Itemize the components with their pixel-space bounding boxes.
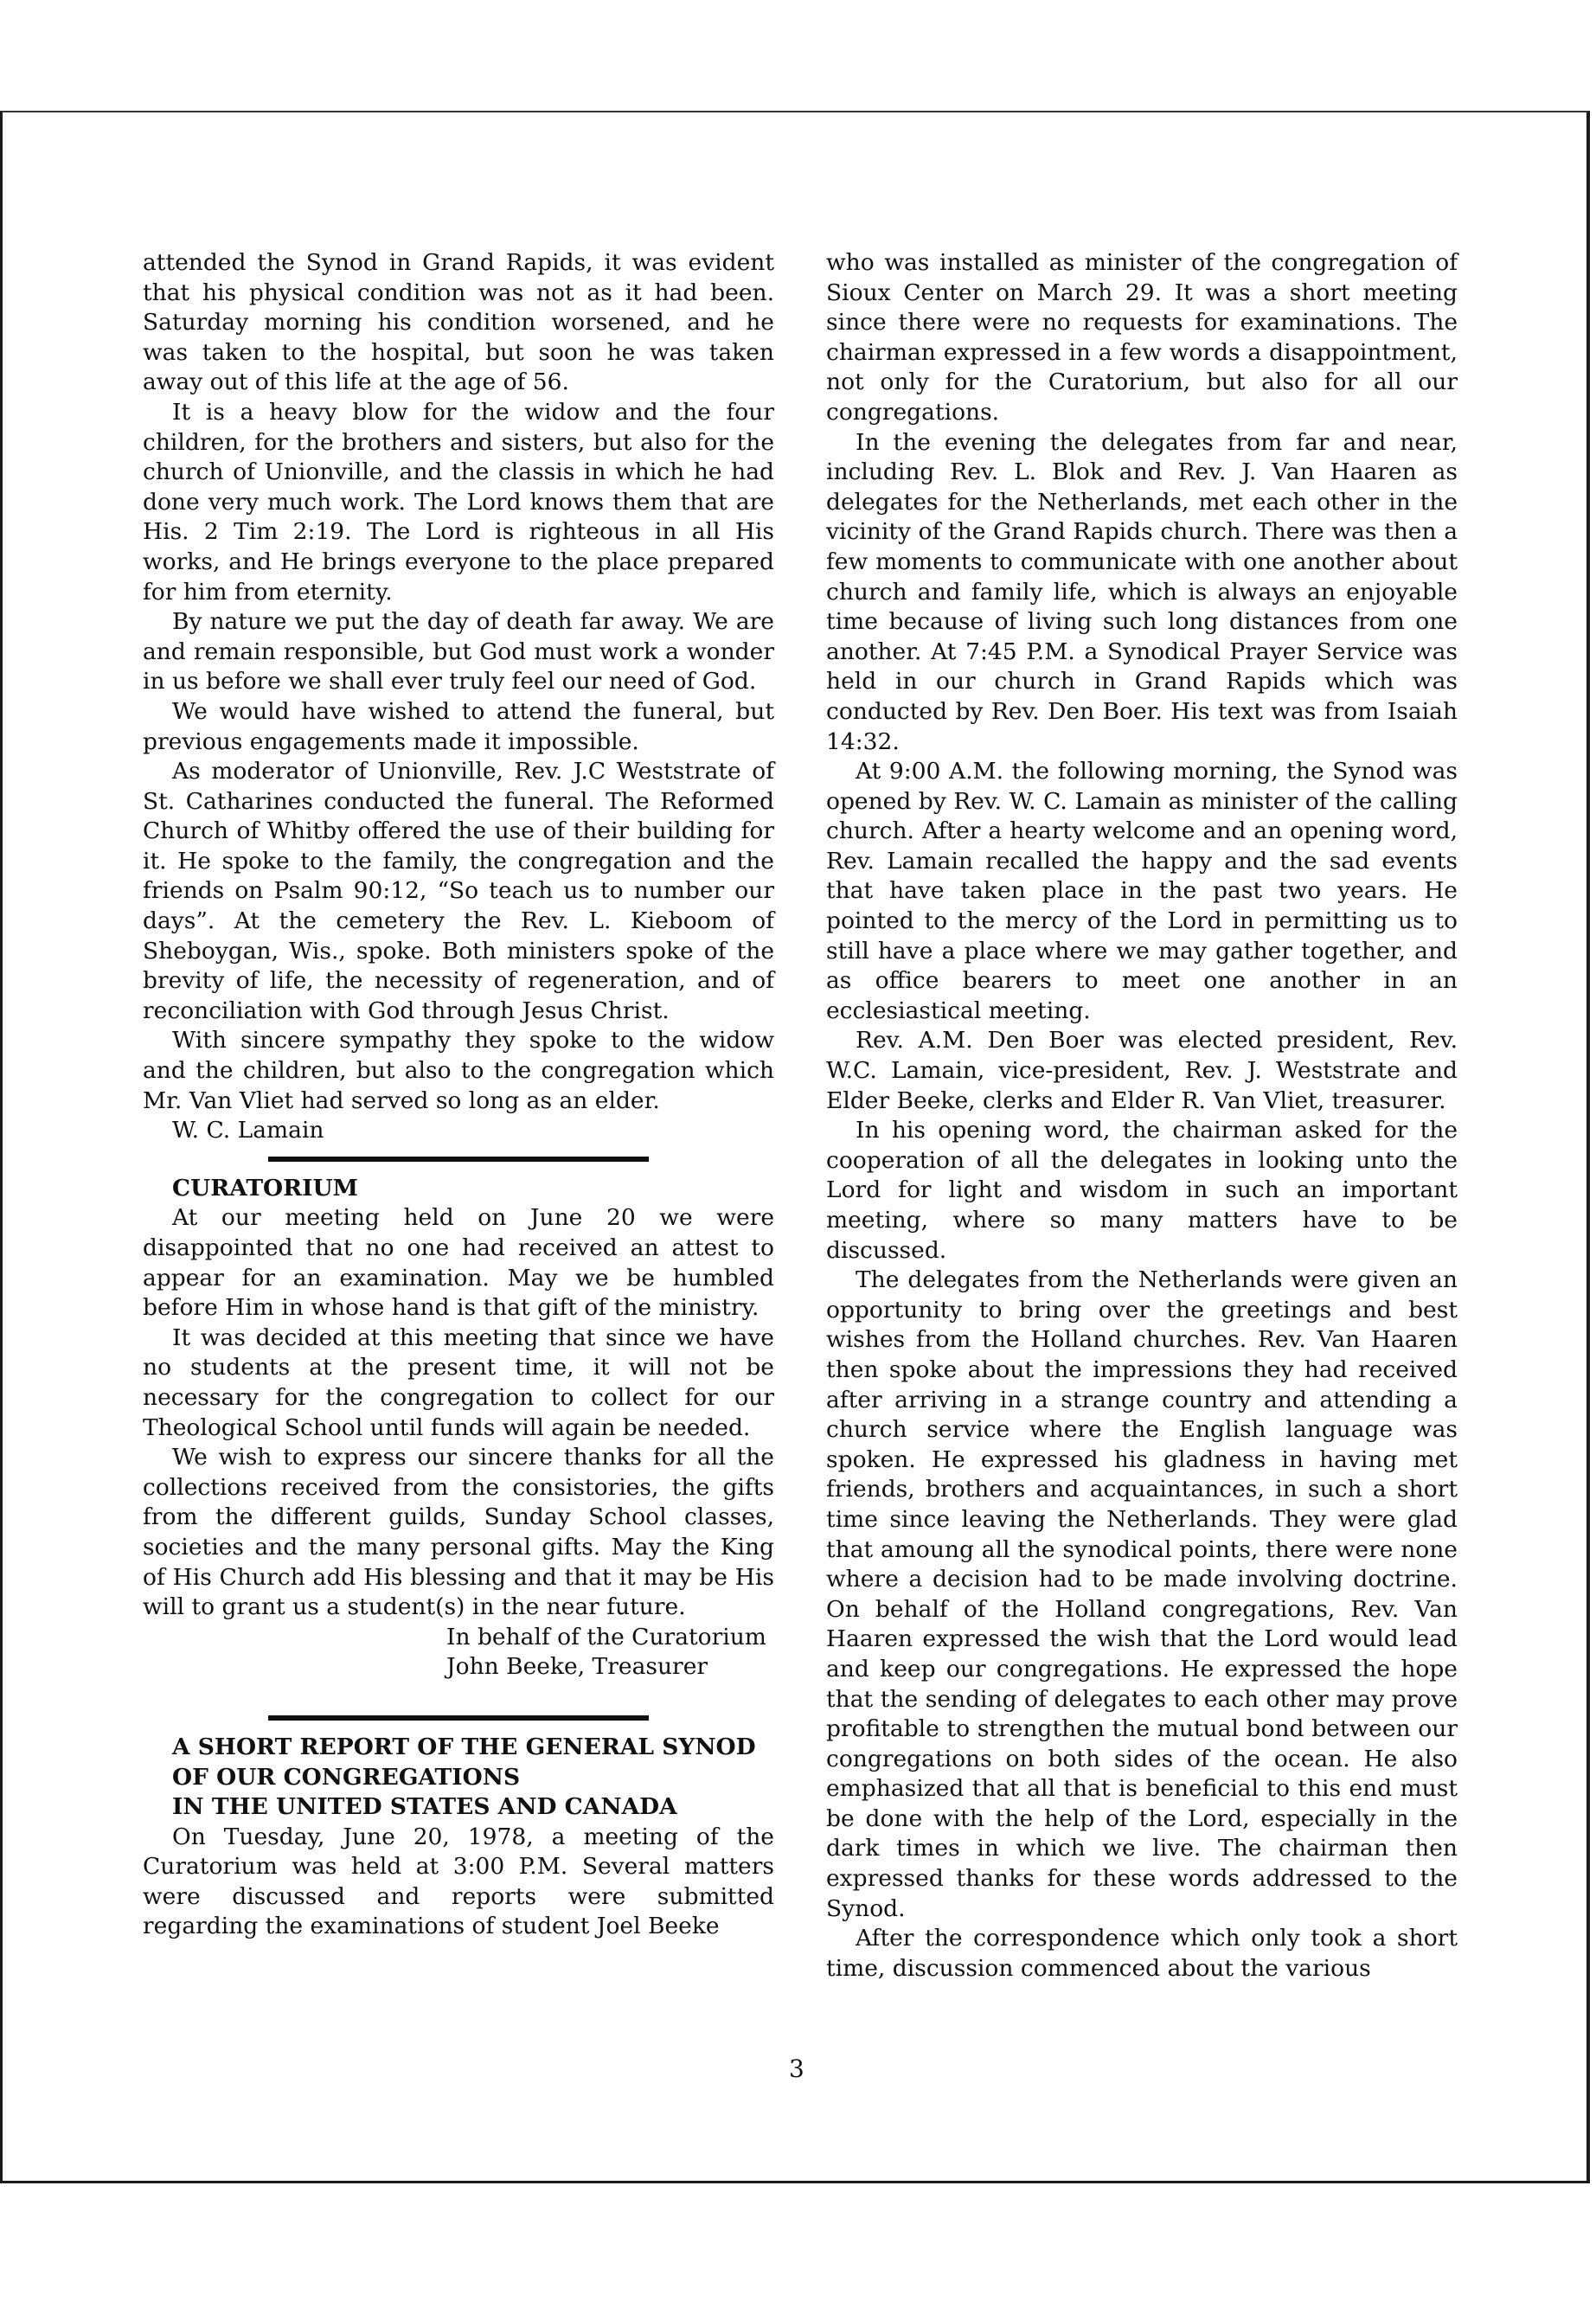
- curatorium-heading: CURATORIUM: [172, 1174, 359, 1202]
- curatorium-paragraph: We wish to express our sincere thanks for all the collections received from the consistories, the gifts from the different guilds, Sunday School classes, societies and the many personal gifts. May the King of His Church add His blessing and that it may be His will to grant us a student(s) in the near future.: [143, 1444, 774, 1621]
- right-column: [826, 248, 1458, 1984]
- curatorium-paragraph: At our meeting held on June 20 we were disappointed that no one had received an attest to appear for an examination. May we be humbled before Him in whose hand is that gift of the ministry.: [143, 1204, 774, 1322]
- obituary-paragraph: We would have wished to attend the funeral, but previous engagements made it impossible.: [143, 697, 774, 755]
- synod-paragraph: After the correspondence which only took a short time, discussion commenced about the various: [826, 1925, 1458, 1982]
- curatorium-paragraph: It was decided at this meeting that since we have no students at the present time, it will not be necessary for the congregation to collect for our Theological School until funds will again be needed.: [143, 1324, 774, 1441]
- curatorium-signature: [446, 1623, 774, 1682]
- synod-paragraph: Rev. A.M. Den Boer was elected president, Rev. W.C. Lamain, vice-president, Rev. J. Weststrate and Elder Beeke, clerks and Elder R. Van Vliet, treasurer.: [826, 1027, 1458, 1114]
- synod-intro-paragraph: On Tuesday, June 20, 1978, a meeting of the Curatorium was held at 3:00 P.M. Several matters were discussed and reports were submitted regarding the examinations of student Joel Beeke: [143, 1823, 774, 1940]
- synod-heading-line: A SHORT REPORT OF THE GENERAL SYNOD: [172, 1733, 756, 1760]
- obituary-signature: W. C. Lamain: [172, 1117, 324, 1144]
- synod-paragraph: In the evening the delegates from far and near, including Rev. L. Blok and Rev. J. Van Haaren as delegates for the Netherlands, met each other in the vicinity of the Grand Rapids church. There was then a few moments to communicate with one another about church and family life, which is always an enjoyable time because of living such long distances from one another. At 7:45 P.M. a Synodical Prayer Service was held in our church in Grand Rapids which was conducted by Rev. Den Boer. His text was from Isaiah 14:32.: [826, 428, 1458, 755]
- page-number: 3: [789, 2054, 804, 2083]
- left-column: [143, 248, 774, 1942]
- obituary-paragraph: As moderator of Unionville, Rev. J.C Weststrate of St. Catharines conducted the funeral. The Reformed Church of Whitby offered the use of their building for it. He spoke to the family, the congregation and the friends on Psalm 90:12, “So teach us to number our days”. At the cemetery the Rev. L. Kieboom of Sheboygan, Wis., spoke. Both ministers spoke of the brevity of life, the necessity of regeneration, and of reconciliation with God through Jesus Christ.: [143, 758, 774, 1024]
- curatorium-signature-line: John Beeke, Treasurer: [446, 1653, 708, 1681]
- synod-paragraph: At 9:00 A.M. the following morning, the Synod was opened by Rev. W. C. Lamain as minister of the calling church. After a hearty welcome and an opening word, Rev. Lamain recalled the happy and the sad events that have taken place in the past two years. He pointed to the mercy of the Lord in permitting us to still have a place where we may gather together, and as office bearers to meet one another in an ecclesiastical meeting.: [826, 758, 1458, 1024]
- obituary-paragraph: attended the Synod in Grand Rapids, it was evident that his physical condition was not as it had been. Saturday morning his condition worsened, and he was taken to the hospital, but soon he was taken away out of this life at the age of 56.: [143, 249, 774, 396]
- section-divider: [268, 1157, 649, 1162]
- curatorium-signature-line: In behalf of the Curatorium: [446, 1623, 766, 1650]
- synod-paragraph: The delegates from the Netherlands were given an opportunity to bring over the greetings and best wishes from the Holland churches. Rev. Van Haaren then spoke about the impressions they had received after arriving in a strange country and attending a church service where the English language was spoken. He expressed his gladness in having met friends, brothers and acquaintances, in such a short time since leaving the Netherlands. They were glad that amoung all the synodical points, there were none where a decision had to be made involving doctrine. On behalf of the Holland congregations, Rev. Van Haaren expressed the wish that the Lord would lead and keep our congregations. He expressed the hope that the sending of delegates to each other may prove profitable to strengthen the mutual bond between our congregations on both sides of the ocean. He also emphasized that all that is beneficial to this end must be done with the help of the Lord, especially in the dark times in which we live. The chairman then expressed thanks for these words addressed to the Synod.: [826, 1266, 1458, 1922]
- synod-heading-line: IN THE UNITED STATES AND CANADA: [172, 1793, 677, 1821]
- obituary-paragraph: With sincere sympathy they spoke to the widow and the children, but also to the congregation which Mr. Van Vliet had served so long as an elder.: [143, 1027, 774, 1114]
- obituary-paragraph: It is a heavy blow for the widow and the four children, for the brothers and sisters, but also for the church of Unionville, and the classis in which he had done very much work. The Lord knows them that are His. 2 Tim 2:19. The Lord is righteous in all His works, and He brings everyone to the place prepared for him from eternity.: [143, 398, 774, 606]
- synod-paragraph: In his opening word, the chairman asked for the cooperation of all the delegates in looking unto the Lord for light and wisdom in such an important meeting, where so many matters have to be discussed.: [826, 1117, 1458, 1264]
- section-divider: [268, 1715, 649, 1721]
- synod-heading-line: OF OUR CONGREGATIONS: [172, 1763, 521, 1791]
- obituary-paragraph: By nature we put the day of death far away. We are and remain responsible, but God must work a wonder in us before we shall ever truly feel our need of God.: [143, 608, 774, 695]
- synod-paragraph: who was installed as minister of the congregation of Sioux Center on March 29. It was a short meeting since there were no requests for examinations. The chairman expressed in a few words a disappointment, not only for the Curatorium, but also for all our congregations.: [826, 249, 1458, 426]
